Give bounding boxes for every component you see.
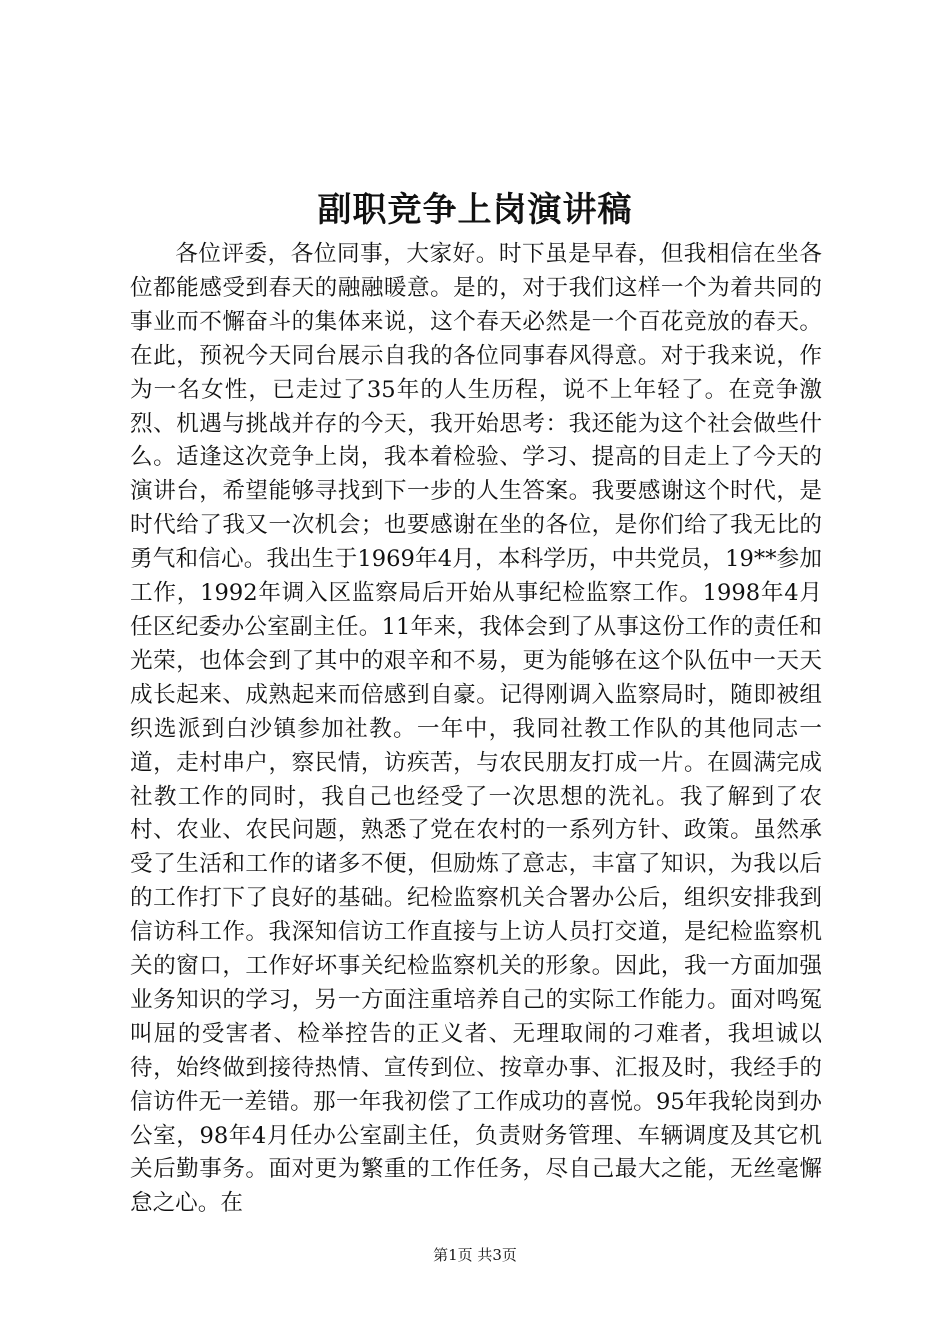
document-body: 各位评委，各位同事，大家好。时下虽是早春，但我相信在坐各位都能感受到春天的融融暖意。是的，对于我们这样一个为着共同的事业而不懈奋斗的集体来说，这个春天必然是一个百花竞放的春天。在此，预祝今天同台展示自我的各位同事春风得意。对于我来说，作为一名女性，已走过了35年的人生历程，说不上年轻了。在竞争激烈、机遇与挑战并存的今天，我开始思考：我还能为这个社会做些什么。适逢这次竞争上岗，我本着检验、学习、提高的目走上了今天的演讲台，希望能够寻找到下一步的人生答案。我要感谢这个时代，是时代给了我又一次机会；也要感谢在坐的各位，是你们给了我无比的勇气和信心。我出生于1969年4月，本科学历，中共党员，19**参加工作，1992年调入区监察局后开始从事纪检监察工作。1998年4月任区纪委办公室副主任。11年来，我体会到了从事这份工作的责任和光荣，也体会到了其中的艰辛和不易，更为能够在这个队伍中一天天成长起来、成熟起来而倍感到自豪。记得刚调入监察局时，随即被组织选派到白沙镇参加社教。一年中，我同社教工作队的其他同志一道，走村串户，察民情，访疾苦，与农民朋友打成一片。在圆满完成社教工作的同时，我自己也经受了一次思想的洗礼。我了解到了农村、农业、农民问题，熟悉了党在农村的一系列方针、政策。虽然承受了生活和工作的诸多不便，但励炼了意志，丰富了知识，为我以后的工作打下了良好的基础。纪检监察机关合署办公后，组织安排我到信访科工作。我深知信访工作直接与上访人员打交道，是纪检监察机关的窗口，工作好坏事关纪检监察机关的形象。因此，我一方面加强业务知识的学习，另一方面注重培养自己的实际工作能力。面对鸣冤叫屈的受害者、检举控告的正义者、无理取闹的刁难者，我坦诚以待，始终做到接待热情、宣传到位、按章办事、汇报及时，我经手的信访件无一差错。那一年我初偿了工作成功的喜悦。95年我轮岗到办公室，98年4月任办公室副主任，负责财务管理、车辆调度及其它机关后勤事务。面对更为繁重的工作任务，尽自己最大之能，无丝毫懈怠之心。在: [130, 241, 822, 1217]
document-title: 副职竞争上岗演讲稿: [317, 190, 633, 230]
page-footer: 第1页 共3页: [433, 1246, 517, 1264]
